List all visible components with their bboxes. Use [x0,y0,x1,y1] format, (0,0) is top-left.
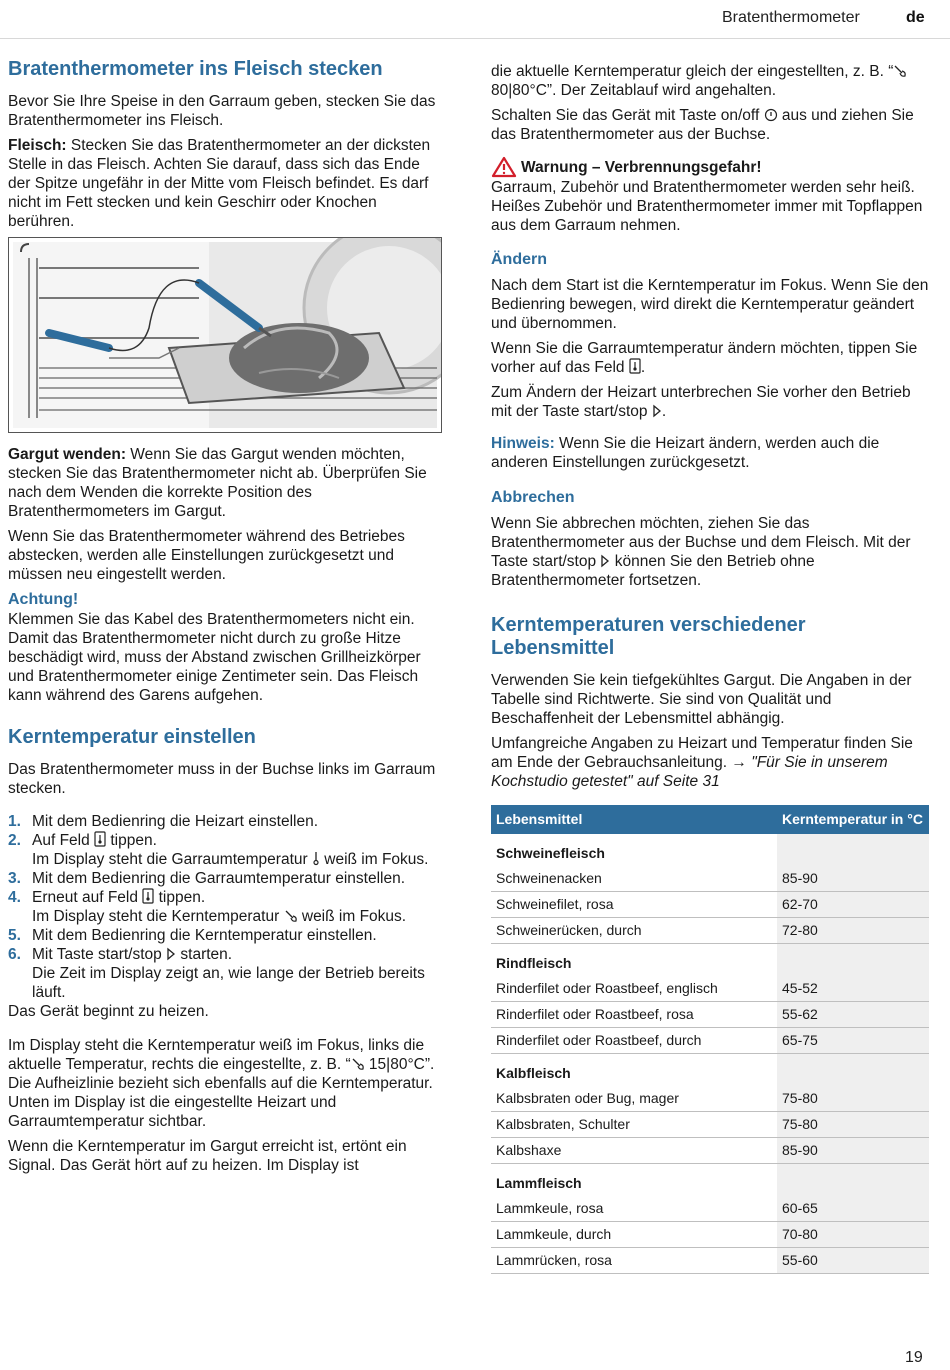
group-name: Schweinefleisch [496,845,605,861]
step-text: weiß im Fokus. [297,908,407,925]
text-run: Umfangreiche Angaben zu Heizart und Temperatur finden Sie am Ende der Gebrauchsanleitung. [491,735,913,771]
para-aendern-2 [491,339,931,377]
start-stop-icon [652,404,662,418]
para-warning: Garraum, Zubehör und Bratenthermometer werden sehr heiß. Heißes Zubehör und Bratenthermometer immer mit Topflappen aus dem Garraum nehmen. [491,179,923,234]
left-column [8,58,445,1181]
table-row [491,918,929,944]
para-continued [491,62,931,100]
group-value-empty [777,1054,929,1087]
group-value-empty [777,1164,929,1197]
column-header-food: Lebensmittel [491,805,777,834]
food-cell: Kalbsbraten, Schulter [491,1112,777,1138]
para-abbrechen [491,514,931,590]
table-group-row [491,944,929,977]
para-display [8,1036,445,1131]
step-text: starten. [176,946,233,963]
text-run: ”. Die Aufheizlinie bezieht sich ebenfalls auf die Kerntemperatur. Unten im Display ist die eingestellte Heizart und Garraumtemperatur sichtbar. [8,1056,435,1130]
start-stop-icon [600,554,610,568]
step-text: tippen. [106,832,157,849]
text-run: . [661,403,667,420]
header-title: Bratenthermometer [722,9,860,26]
heading-achtung: Achtung! [8,591,79,608]
heading-core-temps: Kerntemperaturen verschiedener Lebensmittel [491,614,806,659]
step-item [8,812,445,831]
step-item [8,869,445,888]
para-buchse: Das Bratenthermometer muss in der Buchse links im Garraum stecken. [8,761,436,797]
page-number: 19 [905,1349,923,1366]
warning-triangle-icon [491,156,517,178]
oven-illustration [9,238,441,432]
text-run: ”. Der Zeitablauf wird angehalten. [546,82,777,99]
wenden-label: Gargut wenden: [8,446,126,463]
text-run: aus und ziehen Sie das Bratenthermometer aus der Buchse. [491,107,914,143]
step-item [8,945,445,1002]
wenden-text: Wenn Sie das Gargut wenden möchten, stecken Sie das Bratenthermometer nicht ab. Überprüfen Sie nach dem Wenden die korrekte Position des Bratenthermometers im Gargut. [8,446,427,520]
step-text: Im Display steht die Garraumtemperatur [32,851,312,868]
food-cell: Schweinerücken, durch [491,918,777,944]
text-run: die aktuelle Kerntemperatur gleich der eingestellten, z. B. “ [491,63,894,80]
heading-insert-thermometer: Bratenthermometer ins Fleisch stecken [8,58,383,80]
para-signal: Wenn die Kerntemperatur im Gargut erreicht ist, ertönt ein Signal. Das Gerät hört auf zu heizen. Im Display ist [8,1138,407,1174]
table-row [491,1196,929,1222]
right-column [491,62,931,1274]
core-temp-cell: 75-80 [777,1112,929,1138]
para-achtung-1: Klemmen Sie das Kabel des Bratenthermometers nicht ein. [8,611,415,628]
text-run: Schalten Sie das Gerät mit Taste on/off [491,107,764,124]
steps-list [8,812,445,1002]
arrow-icon: → [731,754,747,771]
core-temp-icon [893,64,907,78]
column-header-core-temp: Kerntemperatur in °C [777,805,929,834]
para-intro: Bevor Sie Ihre Speise in den Garraum geben, stecken Sie das Bratenthermometer ins Fleisch. [8,93,436,129]
table-group-row [491,1054,929,1087]
core-temperature-table [491,805,929,1274]
heading-abbrechen: Abbrechen [491,489,575,506]
group-value-empty [777,944,929,977]
para-abstecken: Wenn Sie das Bratenthermometer während des Betriebes abstecken, werden alle Einstellungen zurückgesetzt und müssen neu eingestellt werden. [8,528,405,583]
food-cell: Rinderfilet oder Roastbeef, rosa [491,1002,777,1028]
table-row [491,892,929,918]
table-row [491,866,929,892]
food-cell: Kalbshaxe [491,1138,777,1164]
text-run: . [640,359,646,376]
thermometer-field-icon [142,888,154,904]
core-temp-cell: 65-75 [777,1028,929,1054]
text-run: können Sie den Betrieb ohne Bratenthermometer fortsetzen. [491,553,815,589]
food-cell: Lammrücken, rosa [491,1248,777,1274]
text-run: 15|80°C [364,1056,425,1073]
food-cell: Rinderfilet oder Roastbeef, durch [491,1028,777,1054]
para-switch-off [491,106,931,144]
step-text: weiß im Fokus. [319,851,429,868]
step-text: Erneut auf Feld [32,889,143,906]
food-cell: Schweinefilet, rosa [491,892,777,918]
core-temp-cell: 85-90 [777,1138,929,1164]
table-group-row [491,1164,929,1197]
table-body [491,834,929,1274]
step-item [8,888,445,926]
table-row [491,1002,929,1028]
thermometer-field-icon [94,831,106,847]
group-value-empty [777,834,929,866]
oven-temp-icon [312,850,320,866]
warning-heading [491,156,931,178]
core-temp-cell: 70-80 [777,1222,929,1248]
para-achtung-2: Damit das Bratenthermometer nicht durch zu große Hitze beschädigt wird, muss der Abstand zwischen Grillheizkörper und Bratenthermometer einige Zentimeter sein. Das Fleisch kann während des Garens aufgehen. [8,630,421,704]
step-number: 5. [8,927,21,944]
step-text: Mit dem Bedienring die Heizart einstellen. [32,813,319,830]
text-run: Wenn Sie die Garraumtemperatur ändern möchten, tippen Sie vorher auf das Feld [491,340,918,376]
core-temp-cell: 62-70 [777,892,929,918]
start-stop-icon [166,947,176,961]
core-temp-cell: 45-52 [777,976,929,1002]
step-item [8,831,445,869]
para-heizen: Das Gerät beginnt zu heizen. [8,1003,209,1020]
table-row [491,1138,929,1164]
para-fleisch [8,136,445,231]
step-number: 1. [8,813,21,830]
food-cell: Rinderfilet oder Roastbeef, englisch [491,976,777,1002]
step-text: Mit dem Bedienring die Garraumtemperatur einstellen. [32,870,406,887]
core-temp-cell: 85-90 [777,866,929,892]
group-name: Lammfleisch [496,1175,582,1191]
step-number: 4. [8,889,21,906]
core-temp-cell: 72-80 [777,918,929,944]
header-language: de [906,9,925,26]
food-cell: Kalbsbraten oder Bug, mager [491,1086,777,1112]
table-row [491,1112,929,1138]
step-text: Mit dem Bedienring die Kerntemperatur einstellen. [32,927,377,944]
thermometer-field-icon [629,358,641,374]
heading-set-core-temp: Kerntemperatur einstellen [8,726,256,748]
core-temp-icon [284,909,298,923]
table-header-row [491,805,929,834]
group-name: Rindfleisch [496,955,572,971]
food-cell: Lammkeule, durch [491,1222,777,1248]
fleisch-text: Stecken Sie das Bratenthermometer an der dicksten Stelle in das Fleisch. Achten Sie darauf, dass sich das Ende der Spitze ungefähr in der Mitte vom Fleisch befindet. Es darf nicht im Fett stecken und kein Geschirr oder Knochen berühren. [8,137,431,230]
hinweis-text: Wenn Sie die Heizart ändern, werden auch die anderen Einstellungen zurückgesetzt. [491,435,880,471]
core-temp-cell: 75-80 [777,1086,929,1112]
core-temp-icon [351,1057,365,1071]
step-text: tippen. [154,889,206,906]
hinweis-label: Hinweis: [491,435,555,452]
para-aendern-1: Nach dem Start ist die Kerntemperatur im Fokus. Wenn Sie den Bedienring bewegen, wird direkt die Kerntemperatur geändert und übernommen. [491,277,929,332]
step-item [8,926,445,945]
table-row [491,1222,929,1248]
header-divider [0,38,950,39]
step-number: 6. [8,946,21,963]
step-text: Die Zeit im Display zeigt an, wie lange der Betrieb bereits läuft. [32,965,425,1001]
warning-title: Warnung – Verbrennungsgefahr! [521,158,762,176]
heading-aendern: Ändern [491,251,547,268]
core-temp-cell: 55-62 [777,1002,929,1028]
para-wenden [8,445,445,521]
para-hinweis [491,434,931,472]
table-row [491,1248,929,1274]
text-run: Wenn Sie abbrechen möchten, ziehen Sie das Bratenthermometer aus der Buchse und dem Fleisch. Mit der Taste start/stop [491,515,911,570]
page-reference-link[interactable]: "Für Sie in unserem Kochstudio getestet" auf Seite 31 [491,754,888,790]
text-run: Im Display steht die Kerntemperatur weiß im Fokus, links die aktuelle Temperatur, rechts die eingestellte, z. B. “ [8,1037,425,1073]
text-run: 80|80°C [491,82,547,99]
table-row [491,976,929,1002]
step-text: Mit Taste start/stop [32,946,167,963]
core-temp-cell: 60-65 [777,1196,929,1222]
step-text: Im Display steht die Kerntemperatur [32,908,284,925]
fleisch-label: Fleisch: [8,137,67,154]
table-row [491,1086,929,1112]
group-name: Kalbfleisch [496,1065,571,1081]
table-group-row [491,834,929,866]
food-cell: Lammkeule, rosa [491,1196,777,1222]
step-number: 3. [8,870,21,887]
table-row [491,1028,929,1054]
page-header [0,0,950,40]
text-run: Zum Ändern der Heizart unterbrechen Sie vorher den Betrieb mit der Taste start/stop [491,384,911,420]
core-temp-cell: 55-60 [777,1248,929,1274]
step-number: 2. [8,832,21,849]
para-aendern-3 [491,383,931,421]
para-kern-1: Verwenden Sie kein tiefgekühltes Gargut. Die Angaben in der Tabelle sind Richtwerte. Sie sind von Qualität und Beschaffenheit der Lebensmittel abhängig. [491,672,912,727]
para-kern-2 [491,734,931,791]
power-icon [764,108,778,122]
step-text: Auf Feld [32,832,95,849]
food-cell: Schweinenacken [491,866,777,892]
illustration-meat-thermometer [8,237,442,433]
